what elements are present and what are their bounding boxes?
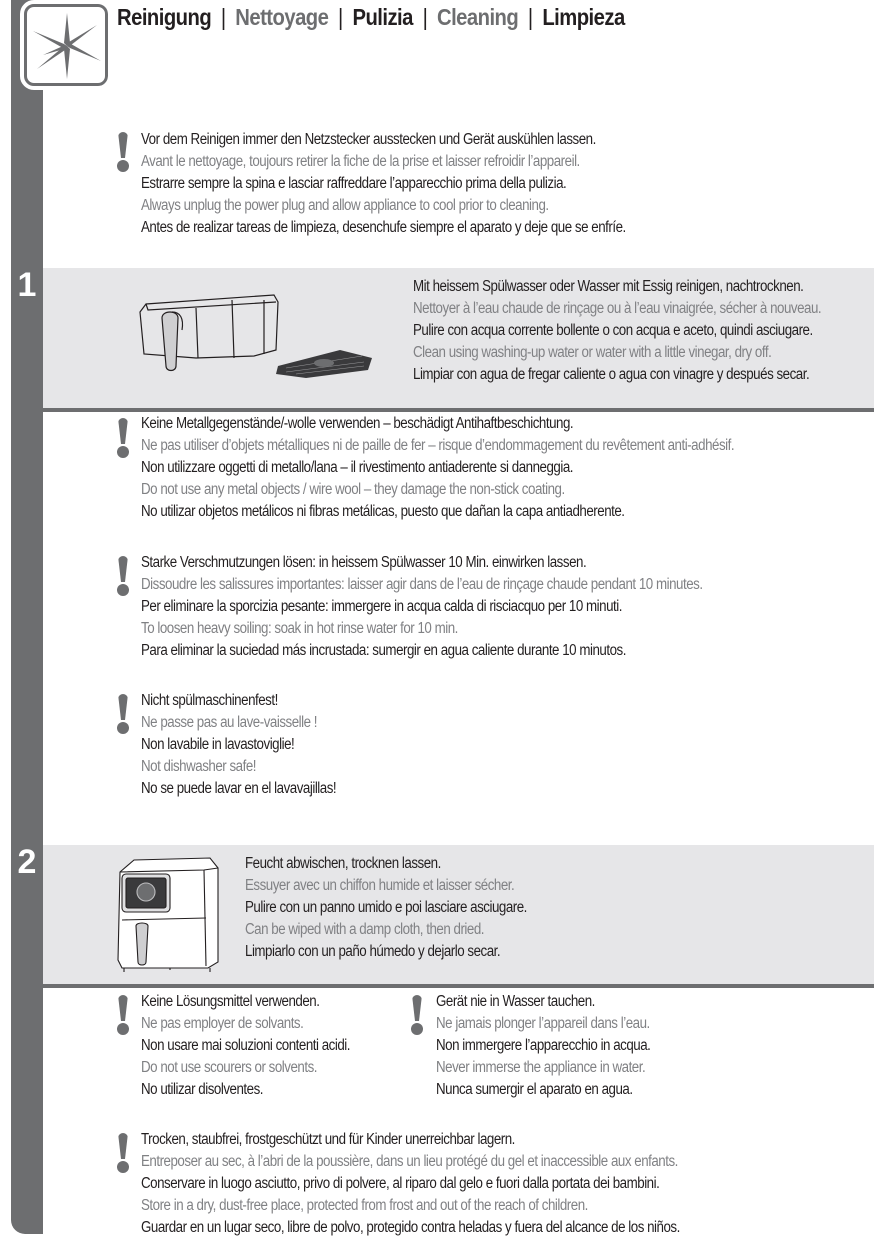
step-2-instructions: Feucht abwischen, trocknen lassen. Essuyer avec un chiffon humide et laisser sécher. Pulire con un panno umido e poi lasciare asciugare. Can be wiped with a damp cloth, then dried. Limpiarlo con un paño húmedo y dejarlo secar.	[245, 855, 527, 960]
title-fr: Nettoyage	[235, 4, 329, 30]
title-en: Cleaning	[436, 4, 519, 30]
warning-heavy-soiling: Starke Verschmutzungen lösen: in heissem Spülwasser 10 Min. einwirken lassen. Dissoudre les salissures importantes: laisser agir dans de l’eau de rinçage chaude pendant 10 minutes. Per eliminare la sporcizia pesante: immergere in acqua calda di risciacquo per 10 minuti. To loosen heavy soiling: soak in hot rinse water for 10 min. Para eliminar la suciedad más incrustada: sumergir en agua caliente durante 10 minutos.	[141, 554, 703, 659]
title-es: Limpieza	[542, 4, 625, 30]
title-it: Pulizia	[352, 4, 413, 30]
cleaning-sparkle-icon	[31, 11, 103, 81]
step-2-number: 2	[17, 843, 37, 881]
exclamation-warning-icon	[115, 556, 131, 596]
exclamation-warning-icon	[115, 418, 131, 458]
exclamation-warning-icon	[115, 995, 131, 1035]
warning-storage: Trocken, staubfrei, frostgeschützt und für Kinder unerreichbar lagern. Entreposer au sec, à l’abri de la poussière, dans un lieu protégé du gel et inaccessible aux enfants. Conservare in luogo asciutto, privo di polvere, al riparo dal gelo e fuori dalla portata dei bambini. Store in a dry, dust-free place, protected from frost and out of the reach of children. Guardar en un lugar seco, libre de polvo, protegido contra heladas y fuera del alcance de los niños.	[141, 1131, 680, 1236]
warning-solvents: Keine Lösungsmittel verwenden. Ne pas employer de solvants. Non usare mai soluzioni contenti acidi. Do not use scourers or solvents. No utilizar disolventes.	[141, 993, 351, 1098]
basket-and-grill-plate-illustration	[136, 290, 396, 390]
intro-warning-text: Vor dem Reinigen immer den Netzstecker ausstecken und Gerät auskühlen lassen. Avant le nettoyage, toujours retirer la fiche de la prise et laisser refroidir l’appareil. Estrarre sempre la spina e lasciar raffreddare l’apparecchio prima della pulizia. Always unplug the power plug and allow appliance to cool prior to cleaning. Antes de realizar tareas de limpieza, desenchufe siempre el aparato y deje que se enfríe.	[141, 131, 626, 236]
title-de: Reinigung	[117, 4, 212, 30]
exclamation-warning-icon	[115, 132, 131, 172]
section-sidebar-bar	[11, 0, 43, 1234]
cleaning-logo-box	[24, 4, 108, 86]
air-fryer-illustration	[114, 852, 228, 976]
warning-immerse: Gerät nie in Wasser tauchen. Ne jamais plonger l’appareil dans l’eau. Non immergere l’apparecchio in acqua. Never immerse the appliance in water. Nunca sumergir el aparato en agua.	[436, 993, 651, 1098]
exclamation-warning-icon	[115, 1133, 131, 1173]
step-1-instructions: Mit heissem Spülwasser oder Wasser mit Essig reinigen, nachtrocknen. Nettoyer à l’eau chaude de rinçage ou à l’eau vinaigrée, sécher à nouveau. Pulire con acqua corrente bollente o con acqua e aceto, quindi asciugare. Clean using washing-up water or water with a little vinegar, dry off. Limpiar con agua de fregar caliente o agua con vinagre y después secar.	[413, 278, 822, 383]
page-title: Reinigung | Nettoyage | Pulizia | Cleaning | Limpieza	[117, 4, 625, 30]
warning-dishwasher: Nicht spülmaschinenfest! Ne passe pas au lave-vaisselle ! Non lavabile in lavastoviglie! Not dishwasher safe! No se puede lavar en el lavavajillas!	[141, 692, 337, 797]
exclamation-warning-icon	[115, 694, 131, 734]
step-1-number: 1	[17, 266, 37, 304]
warning-metal-objects: Keine Metallgegenstände/-wolle verwenden – beschädigt Antihaftbeschichtung. Ne pas utiliser d’objets métalliques ni de paille de fer – risque d’endommagement du revêtement anti-adhésif. Non utilizzare oggetti di metallo/lana – il rivestimento antiaderente si danneggia. Do not use any metal objects / wire wool – they damage the non-stick coating. No utilizar objetos metálicos ni fibras metálicas, puesto que dañan la capa antiadherente.	[141, 415, 735, 520]
exclamation-warning-icon	[409, 995, 425, 1035]
